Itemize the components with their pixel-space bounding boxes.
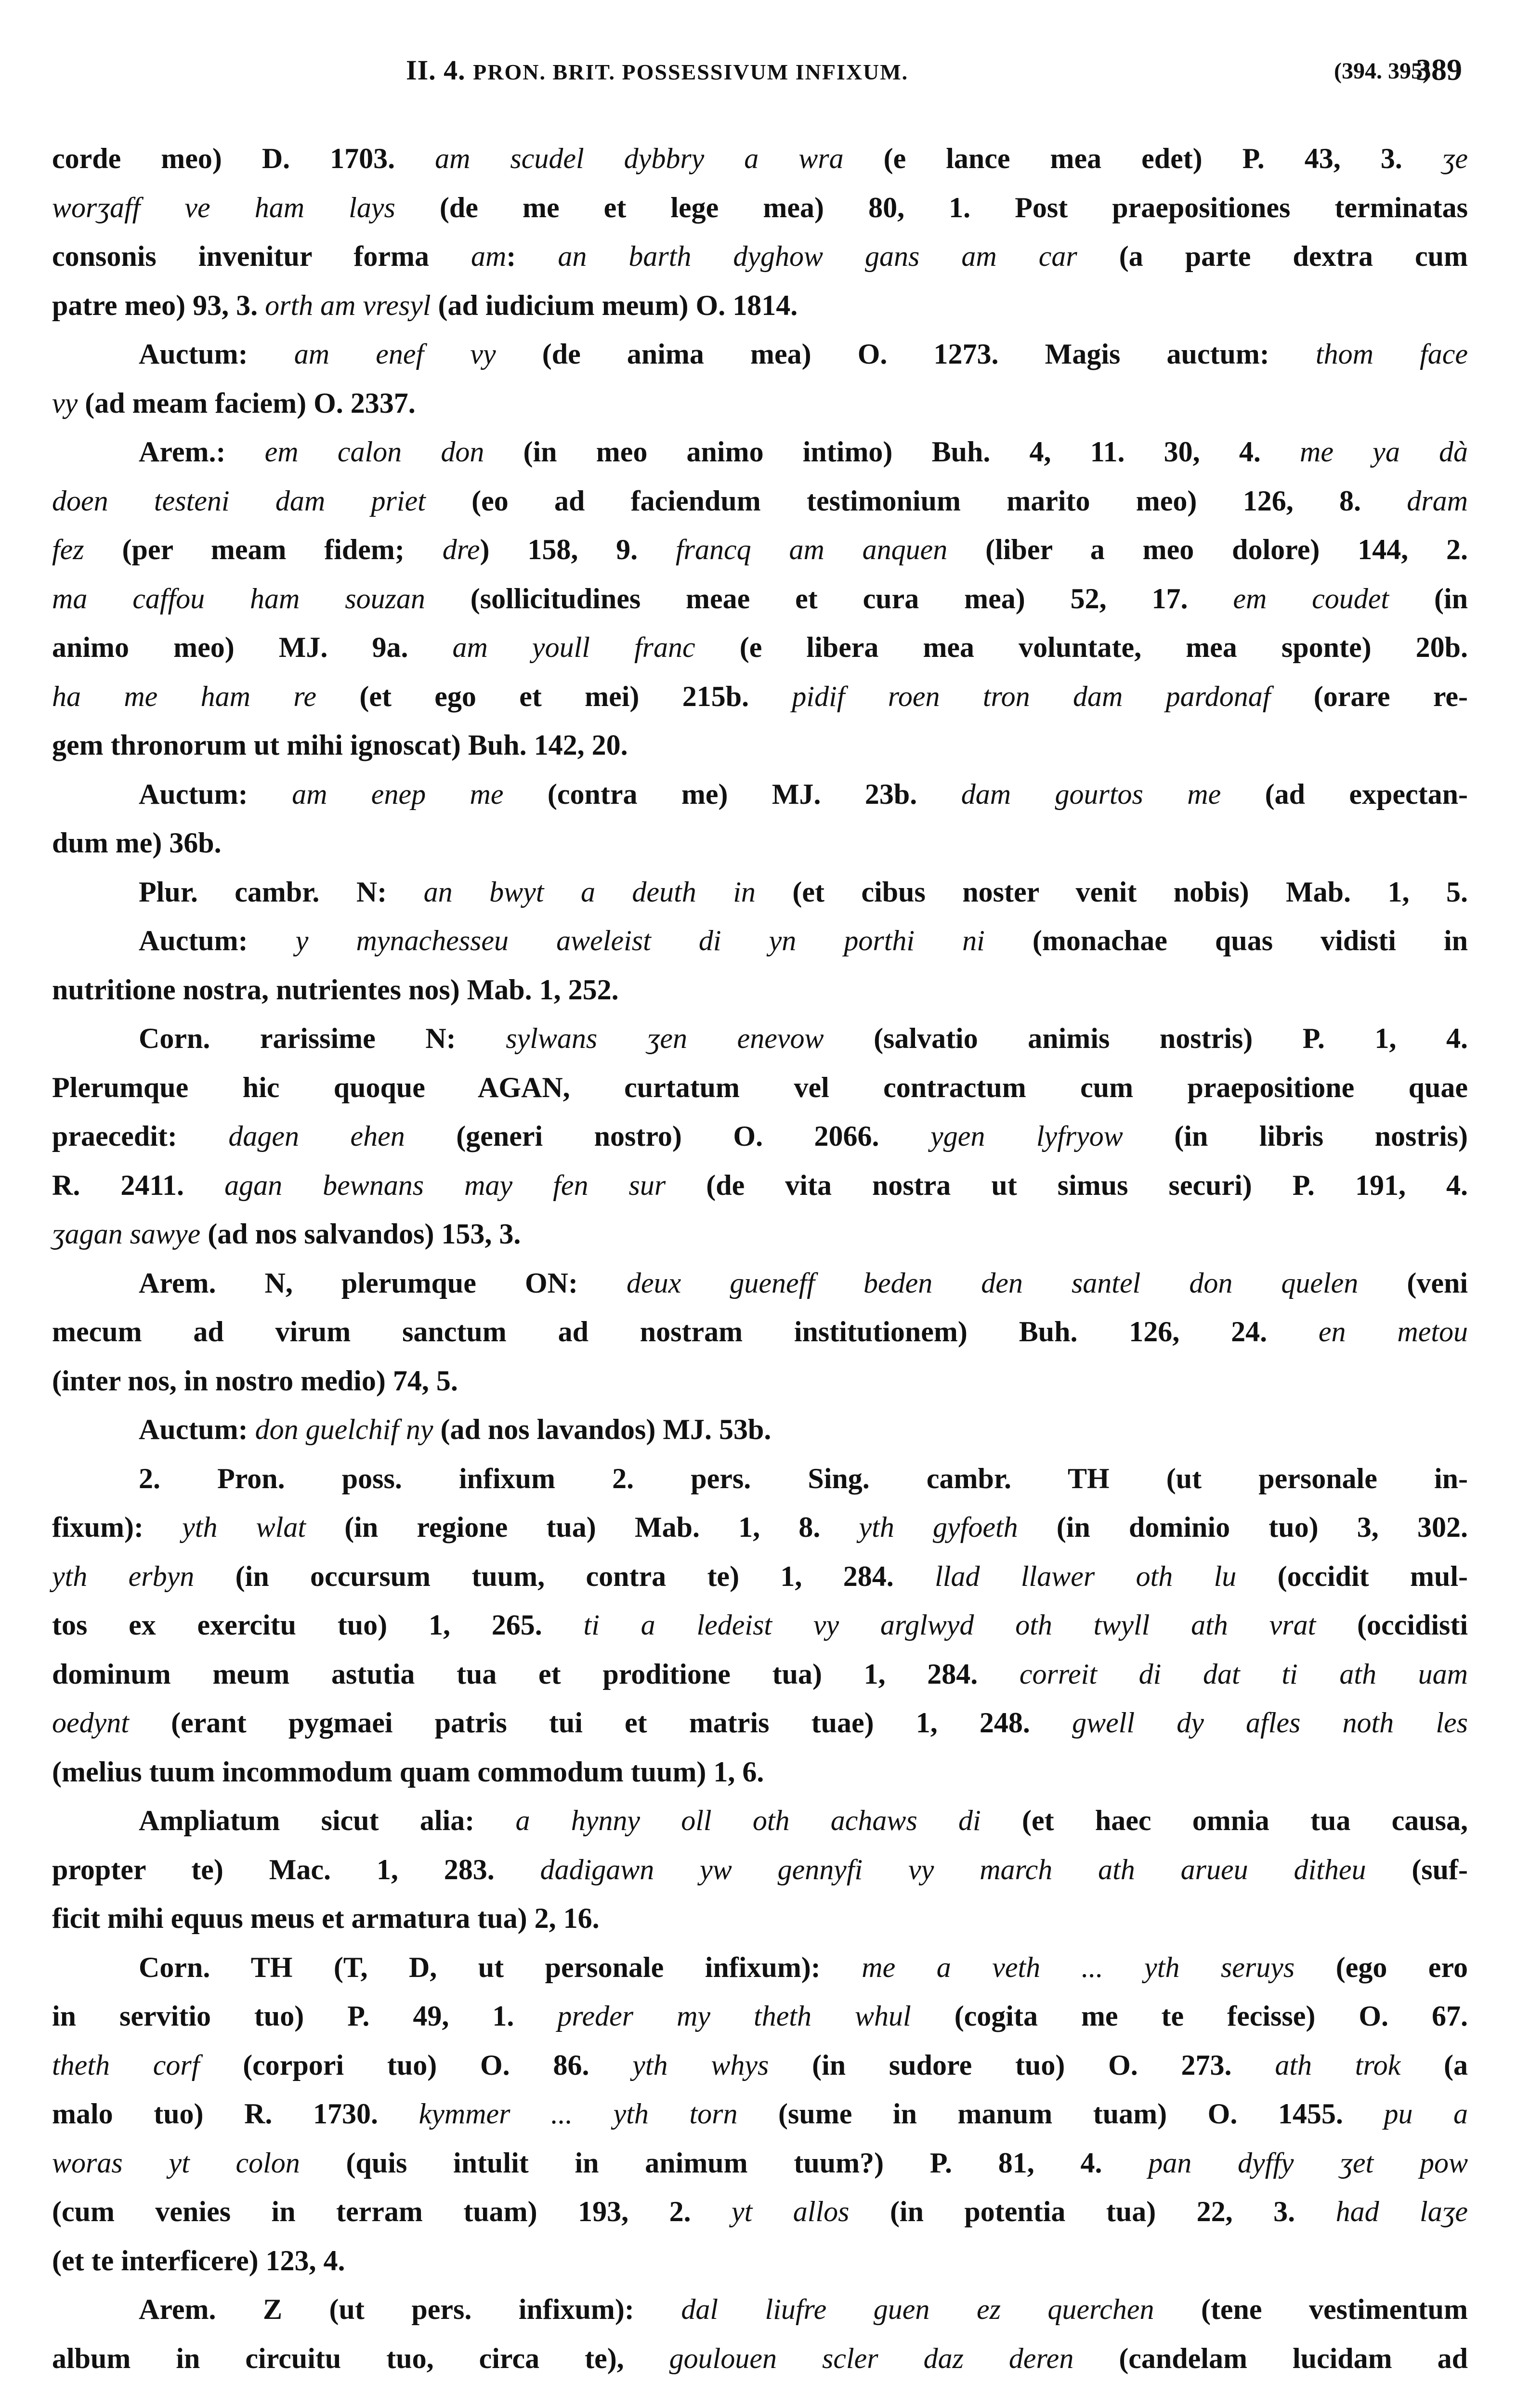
text-run: (et haec omnia tua causa, xyxy=(981,1805,1468,1836)
italic-citation: am xyxy=(471,240,507,272)
text-line xyxy=(52,431,1468,480)
text-line xyxy=(52,1506,1468,1555)
text-line xyxy=(52,235,1468,284)
text-run: (de anima mea) O. 1273. Magis auctum: xyxy=(496,338,1316,370)
text-run: praecedit: xyxy=(52,1120,229,1152)
italic-citation: goulouen scler daz deren xyxy=(669,2342,1074,2374)
text-run: (per meam fidem; xyxy=(84,534,443,565)
italic-citation: dal liufre guen ez querchen xyxy=(681,2293,1154,2325)
italic-citation: francq am anquen xyxy=(676,534,948,565)
text-line xyxy=(52,1897,1468,1946)
text-run: (ad nos salvandos) 153, 3. xyxy=(200,1218,521,1250)
italic-citation: an barth dyghow gans am car xyxy=(558,240,1077,272)
text-run: ficit mihi equus meus et armatura tua) 2, 16. xyxy=(52,1902,600,1934)
text-run: R. 2411. xyxy=(52,1169,225,1201)
italic-citation: vy xyxy=(52,387,78,419)
text-run: (e libera mea voluntate, mea sponte) 20b. xyxy=(695,631,1468,663)
header-title: PRON. BRIT. POSSESSIVUM INFIXUM. xyxy=(473,60,909,84)
text-run: (melius tuum incommodum quam commodum tuum) 1, 6. xyxy=(52,1755,764,1788)
text-run: tos ex exercitu tuo) 1, 265. xyxy=(52,1609,584,1641)
text-run: (et te interficere) 123, 4. xyxy=(52,2244,345,2277)
text-run: (inter nos, in nostro medio) 74, 5. xyxy=(52,1364,458,1397)
text-line xyxy=(52,333,1468,382)
text-line xyxy=(52,626,1468,675)
text-run: (ad meam faciem) O. 2337. xyxy=(78,387,416,419)
italic-citation: em calon don xyxy=(264,436,484,468)
italic-citation: oedynt xyxy=(52,1707,129,1739)
header-chapter: II. 4. xyxy=(406,54,466,86)
italic-citation: ma caffou ham souzan xyxy=(52,582,425,615)
text-line xyxy=(52,137,1468,186)
text-run: (e lance mea edet) P. 43, 3. xyxy=(843,143,1442,174)
text-run: Arem. N, plerumque ON: xyxy=(139,1267,627,1299)
text-run: fixum): xyxy=(52,1511,183,1543)
italic-citation: thom face xyxy=(1315,338,1468,370)
italic-citation: me ya dà xyxy=(1300,436,1468,468)
text-line xyxy=(52,2288,1468,2337)
text-run: (veni xyxy=(1358,1267,1468,1299)
text-line xyxy=(52,2337,1468,2386)
italic-citation: an bwyt a deuth in xyxy=(423,876,756,908)
text-line xyxy=(52,1408,1468,1457)
text-run: (de vita nostra ut simus securi) P. 191, 4. xyxy=(666,1169,1468,1201)
italic-citation: ygen lyfryow xyxy=(930,1120,1123,1152)
text-run: animo meo) MJ. 9a. xyxy=(52,631,453,663)
italic-citation: woras yt colon xyxy=(52,2146,300,2179)
italic-citation: yth whys xyxy=(632,2049,769,2081)
italic-citation: don guelchif ny xyxy=(255,1413,433,1445)
italic-citation: orth am vresyl xyxy=(265,289,431,321)
text-line xyxy=(52,284,1468,333)
text-run: mecum ad virum sanctum ad nostram institutionem) Buh. 126, 24. xyxy=(52,1316,1319,1348)
text-line xyxy=(52,528,1468,577)
italic-citation: doen testeni dam priet xyxy=(52,484,426,517)
text-run: (monachae quas vidisti in xyxy=(984,925,1468,956)
text-run: (de me et lege mea) 80, 1. Post praepositiones terminatas xyxy=(395,191,1468,223)
text-line xyxy=(52,480,1468,529)
text-run: (suf- xyxy=(1366,1853,1468,1885)
italic-citation: gwell dy afles noth les xyxy=(1072,1707,1468,1739)
text-line xyxy=(52,919,1468,968)
text-line xyxy=(52,1017,1468,1066)
text-run: (cogita me te fecisse) O. 67. xyxy=(911,2000,1468,2032)
text-line xyxy=(52,1457,1468,1506)
italic-citation: llad llawer oth lu xyxy=(935,1560,1237,1592)
text-line xyxy=(52,1701,1468,1751)
text-run: (et cibus noster venit nobis) Mab. 1, 5. xyxy=(755,876,1468,908)
text-run: propter te) Mac. 1, 283. xyxy=(52,1853,540,1885)
text-line xyxy=(52,2190,1468,2239)
italic-citation: dram xyxy=(1407,484,1468,517)
italic-citation: en metou xyxy=(1318,1316,1468,1348)
text-line xyxy=(52,968,1468,1018)
text-run: (salvatio animis nostris) P. 1, 4. xyxy=(824,1022,1468,1054)
text-run: dum me) 36b. xyxy=(52,827,222,859)
text-line xyxy=(52,1653,1468,1702)
text-line xyxy=(52,1995,1468,2044)
text-line xyxy=(52,2239,1468,2289)
text-run: gem thronorum ut mihi ignoscat) Buh. 142, 20. xyxy=(52,729,628,761)
text-run: (candelam lucidam ad xyxy=(1073,2342,1468,2374)
italic-citation: am enef vy xyxy=(294,338,496,370)
italic-citation: correit di dat ti ath uam xyxy=(1019,1658,1468,1690)
italic-citation: worʒaff ve ham lays xyxy=(52,191,395,223)
italic-citation: ʒagan sawye xyxy=(52,1218,201,1250)
italic-citation: yth erbyn xyxy=(52,1560,195,1592)
text-run: Auctum: xyxy=(139,778,292,810)
text-run: (liber a meo dolore) 144, 2. xyxy=(947,534,1468,565)
italic-citation: dre xyxy=(442,534,480,565)
text-run: ) 158, 9. xyxy=(480,534,676,565)
italic-citation: pu a xyxy=(1384,2098,1468,2130)
text-run: Ampliatum sicut alia: xyxy=(139,1805,516,1836)
text-run: patre meo) 93, 3. xyxy=(52,289,265,321)
text-run: : xyxy=(506,240,558,272)
text-run: (ego ero xyxy=(1295,1951,1468,1983)
text-line xyxy=(52,1115,1468,1164)
italic-citation: yth wlat xyxy=(182,1511,306,1543)
text-run: (in xyxy=(1389,582,1468,615)
text-line xyxy=(52,382,1468,431)
text-run: (generi nostro) O. 2066. xyxy=(405,1120,931,1152)
running-header xyxy=(406,54,908,86)
italic-citation: had laʒe xyxy=(1335,2196,1468,2227)
italic-citation: kymmer ... yth torn xyxy=(418,2098,738,2130)
text-run: (contra me) MJ. 23b. xyxy=(503,778,961,810)
text-line xyxy=(52,186,1468,236)
text-run: (occidisti xyxy=(1316,1609,1468,1641)
italic-citation: dam gourtos me xyxy=(961,778,1221,810)
text-run: (corpori tuo) O. 86. xyxy=(199,2049,633,2081)
header-section-numbers: (394. 395) xyxy=(1334,58,1430,84)
text-line xyxy=(52,1555,1468,1604)
text-run: (occidit mul- xyxy=(1236,1560,1468,1592)
text-run: (cum venies in terram tuam) 193, 2. xyxy=(52,2196,732,2227)
text-line xyxy=(52,2044,1468,2093)
text-line xyxy=(52,822,1468,871)
italic-citation: dadigawn yw gennyfi vy march ath arueu ditheu xyxy=(540,1853,1366,1885)
text-line xyxy=(52,1164,1468,1213)
text-run: 2. Pron. poss. infixum 2. pers. Sing. cambr. TH (ut personale in- xyxy=(139,1462,1468,1494)
text-run: (orare re- xyxy=(1270,680,1468,712)
italic-citation: ʒe xyxy=(1442,143,1468,174)
text-line xyxy=(52,871,1468,920)
italic-citation: em coudet xyxy=(1233,582,1389,615)
text-run: (a parte dextra cum xyxy=(1077,240,1468,272)
italic-citation: sylwans ʒen enevow xyxy=(506,1022,824,1054)
text-line xyxy=(52,1848,1468,1898)
text-line xyxy=(52,2093,1468,2142)
text-run: (eo ad faciendum testimonium marito meo) 126, 8. xyxy=(425,484,1407,517)
text-line xyxy=(52,577,1468,627)
text-run: (in dominio tuo) 3, 302. xyxy=(1018,1511,1468,1543)
text-run: in servitio tuo) P. 49, 1. xyxy=(52,2000,558,2032)
text-line xyxy=(52,1213,1468,1262)
text-line xyxy=(52,724,1468,773)
text-run: (ad iudicium meum) O. 1814. xyxy=(431,289,798,321)
text-run: Auctum: xyxy=(139,925,296,956)
text-run: (in meo animo intimo) Buh. 4, 11. 30, 4. xyxy=(484,436,1300,468)
text-line xyxy=(52,1360,1468,1409)
italic-citation: am enep me xyxy=(292,778,504,810)
italic-citation: pidif roen tron dam pardonaf xyxy=(792,680,1271,712)
italic-citation: ha me ham re xyxy=(52,680,317,712)
body-text xyxy=(52,137,1468,2386)
italic-citation: me a veth ... yth seruys xyxy=(862,1951,1295,1983)
text-run: (quis intulit in animum tuum?) P. 81, 4. xyxy=(300,2146,1149,2179)
text-line xyxy=(52,1946,1468,1995)
text-run: (sume in manum tuam) O. 1455. xyxy=(737,2098,1384,2130)
text-run: corde meo) D. 1703. xyxy=(52,143,435,174)
italic-citation: dagen ehen xyxy=(228,1120,405,1152)
text-run: (in libris nostris) xyxy=(1123,1120,1468,1152)
text-line xyxy=(52,1751,1468,1800)
text-run: (ad nos lavandos) MJ. 53b. xyxy=(433,1413,772,1445)
text-line xyxy=(52,1262,1468,1311)
text-line xyxy=(52,1799,1468,1848)
text-run: malo tuo) R. 1730. xyxy=(52,2098,419,2130)
page-number: 389 xyxy=(1416,52,1462,87)
italic-citation: agan bewnans may fen sur xyxy=(224,1169,666,1201)
italic-citation: yt allos xyxy=(732,2196,850,2227)
text-run: nutritione nostra, nutrientes nos) Mab. 1, 252. xyxy=(52,973,619,1006)
text-run: album in circuitu tuo, circa te), xyxy=(52,2342,669,2374)
text-run: Corn. rarissime N: xyxy=(139,1022,506,1054)
text-run: dominum meum astutia tua et proditione tua) 1, 284. xyxy=(52,1658,1020,1690)
text-run: (in potentia tua) 22, 3. xyxy=(849,2196,1336,2227)
text-run: (et ego et mei) 215b. xyxy=(316,680,792,712)
text-run: (a xyxy=(1400,2049,1468,2081)
italic-citation: a hynny oll oth achaws di xyxy=(515,1805,981,1836)
text-run: (erant pygmaei patris tui et matris tuae) 1, 248. xyxy=(129,1707,1072,1739)
text-run: Corn. TH (T, D, ut personale infixum): xyxy=(139,1951,862,1983)
italic-citation: pan dyffy ʒet pow xyxy=(1148,2146,1468,2179)
text-line xyxy=(52,773,1468,822)
text-run: Arem. Z (ut pers. infixum): xyxy=(139,2293,681,2325)
text-run: consonis invenitur forma xyxy=(52,240,471,272)
text-run: (sollicitudines meae et cura mea) 52, 17. xyxy=(425,582,1233,615)
text-line xyxy=(52,2142,1468,2191)
italic-citation: am youll franc xyxy=(452,631,695,663)
text-line xyxy=(52,1310,1468,1360)
text-run: (ad expectan- xyxy=(1221,778,1468,810)
italic-citation: ath trok xyxy=(1275,2049,1401,2081)
italic-citation: am scudel dybbry a wra xyxy=(435,143,844,174)
italic-citation: theth corf xyxy=(52,2049,200,2081)
italic-citation: yth gyfoeth xyxy=(859,1511,1018,1543)
italic-citation: ti a ledeist vy arglwyd oth twyll ath vrat xyxy=(583,1609,1316,1641)
text-run: Plerumque hic quoque AGAN, curtatum vel contractum cum praepositione quae xyxy=(52,1071,1468,1103)
text-run: Plur. cambr. N: xyxy=(139,876,424,908)
text-line xyxy=(52,1604,1468,1653)
italic-citation: fez xyxy=(52,534,84,565)
text-run: Arem.: xyxy=(139,436,265,468)
text-run: (in sudore tuo) O. 273. xyxy=(769,2049,1275,2081)
italic-citation: deux gueneff beden den santel don quelen xyxy=(627,1267,1359,1299)
text-run: Auctum: xyxy=(139,338,294,370)
text-line xyxy=(52,1066,1468,1115)
text-run: (tene vestimentum xyxy=(1154,2293,1468,2325)
text-run: Auctum: xyxy=(139,1413,255,1445)
text-run: (in occursum tuum, contra te) 1, 284. xyxy=(194,1560,935,1592)
italic-citation: y mynachesseu aweleist di yn porthi ni xyxy=(295,925,985,956)
italic-citation: preder my theth whul xyxy=(557,2000,911,2032)
text-line xyxy=(52,675,1468,724)
text-run: (in regione tua) Mab. 1, 8. xyxy=(306,1511,859,1543)
